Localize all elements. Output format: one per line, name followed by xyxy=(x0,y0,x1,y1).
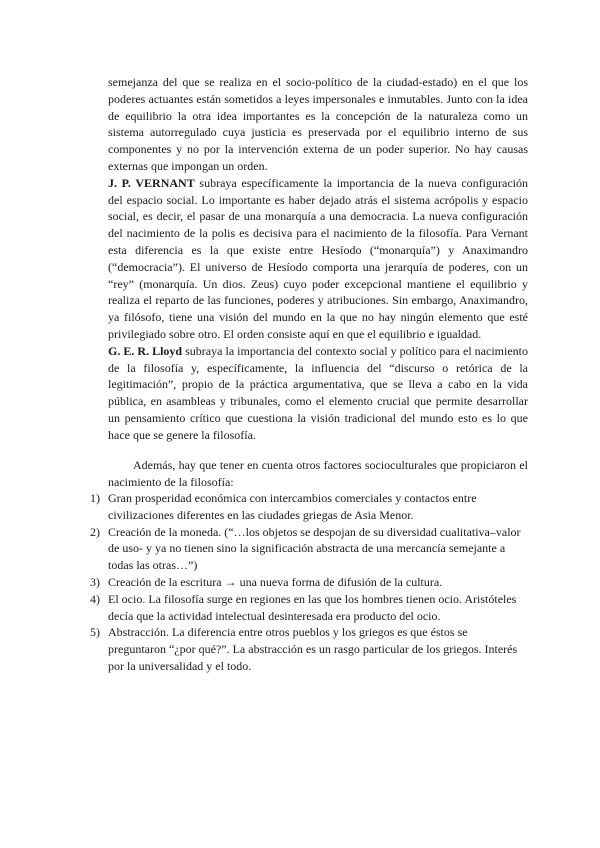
vernant-text: subraya específicamente la importancia de la nueva configuración del espacio social. Lo importante es haber dejado atrás el sistema acrópolis y espacio social, es decir, el pasar de una monarquía a una democracia. La nueva configuración del nacimiento de la polis es decisiva para el nacimiento de la filosofía. Para Vernant esta diferencia es la que existe entre Hesíodo (“monarquía”) y Anaximandro (“democracia”). El universo de Hesíodo comporta una jerarquía de poderes, con un “rey” (monarquía. Un dios. Zeus) cuyo poder excepcional mantiene el equilibrio y realiza el reparto de las funciones, poderes y atribuciones. Sin embargo, Anaximandro, ya filósofo, tiene una visión del mundo en la que no hay ningún elemento que esté privilegiado sobre otro. El orden consiste aquí en que el equilibrio e igualdad. xyxy=(108,175,528,341)
list-item xyxy=(90,591,528,625)
paragraph-lloyd xyxy=(108,343,528,444)
list-text: Gran prosperidad económica con intercambios comerciales y contactos entre civilizaciones diferentes en las ciudades griegas de Asia Menor. xyxy=(108,491,477,522)
list-text: Abstracción. La diferencia entre otros pueblos y los griegos es que éstos se preguntaron “¿por qué?”. La abstracción es un rasgo particular de los griegos. Interés por la universalidad y el todo. xyxy=(108,625,518,673)
list-item xyxy=(90,624,528,674)
list-item xyxy=(90,524,528,574)
lloyd-text: subraya la importancia del contexto social y político para el nacimiento de la filosofía y, específicamente, la influencia del “discurso o retórica de la legitimación”, propio de la práctica argumentativa, que se lleva a cabo en la vida pública, en asambleas y tribunales, como el elemento crucial que permite desarrollar un pensamiento crítico que cuestiona la visión tradicional del mundo esto es lo que hace que se genere la filosofía. xyxy=(108,343,528,442)
paragraph-vernant xyxy=(108,175,528,343)
author-vernant: J. P. VERNANT xyxy=(108,175,195,190)
list-item xyxy=(90,574,528,591)
author-lloyd: G. E. R. Lloyd xyxy=(108,343,183,358)
body-text xyxy=(108,74,528,444)
list-number: 2) xyxy=(90,524,100,539)
list-number: 5) xyxy=(90,625,100,640)
list-number: 3) xyxy=(90,574,100,589)
paragraph-intro: Además, hay que tener en cuenta otros factores socioculturales que propiciaron el nacimiento de la filosofía: xyxy=(108,458,528,489)
paragraph-continuation: semejanza del que se realiza en el socio-político de la ciudad-estado) en el que los poderes actuantes están sometidos a leyes impersonales e inmutables. Junto con la idea de equilibrio la otra idea importantes es la concepción de la naturaleza como un sistema autorregulado cuya justicia es preservada por el equilibrio interno de sus componentes y no por la intervención externa de un poder superior. No hay causas externas que impongan un orden. xyxy=(108,75,528,173)
list-text: Creación de la moneda. (“…los objetos se despojan de su diversidad cualitativa–valor de uso- y ya no tienen sino la significación abstracta de una mercancía semejante a todas las otras…”) xyxy=(108,524,521,573)
list-number: 4) xyxy=(90,591,100,606)
list-text: El ocio. La filosofía surge en regiones en las que los hombres tienen ocio. Aristóteles decía que la actividad intelectual desinteresada era producto del ocio. xyxy=(108,591,517,623)
list-number: 1) xyxy=(90,491,100,505)
list-item xyxy=(90,490,528,524)
list-text: Creación de la escritura → una nueva forma de difusión de la cultura. xyxy=(108,574,443,589)
factors-list xyxy=(90,490,528,675)
